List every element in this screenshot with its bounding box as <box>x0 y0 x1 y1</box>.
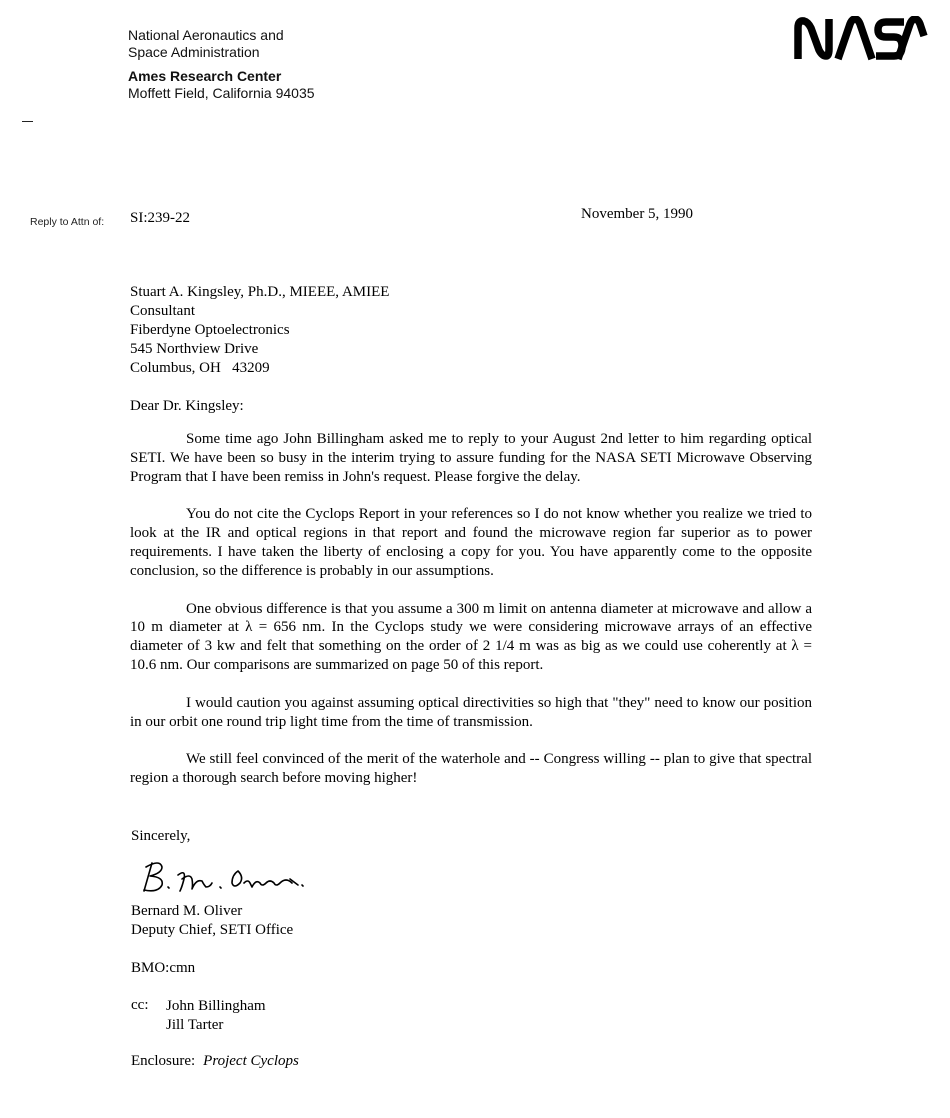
letter-date: November 5, 1990 <box>581 206 694 222</box>
center-name: Ames Research Center <box>128 68 282 84</box>
body-paragraph: One obvious difference is that you assume a 300 m limit on antenna diameter at microwave and allow a 10 m diameter at λ = 656 nm. In the Cyclops study we were considering microwave arrays of an effective diameter of 3 kw and felt that something on the order of 2 1/4 m was as big as we could use coherently at λ = 10.6 nm. Our comparisons are summarized on page 50 of this report. <box>130 600 812 673</box>
enclosure-label: Enclosure: <box>131 1053 196 1069</box>
recipient-street: 545 Northview Drive <box>130 341 259 357</box>
nasa-worm-logo <box>794 16 928 62</box>
typist-initials: BMO:cmn <box>131 960 196 976</box>
cc-recipient: John Billingham <box>166 998 266 1014</box>
body-paragraph: We still feel convinced of the merit of the waterhole and -- Congress willing -- plan to give that spectral region a thorough search before moving higher! <box>130 751 812 787</box>
recipient-company: Fiberdyne Optoelectronics <box>130 322 290 338</box>
salutation: Dear Dr. Kingsley: <box>130 398 244 414</box>
cc-recipient: Jill Tarter <box>166 1017 224 1033</box>
reply-to-label: Reply to Attn of: <box>30 216 105 228</box>
center-location: Moffett Field, California 94035 <box>128 84 315 101</box>
recipient-title: Consultant <box>130 303 196 319</box>
cc-label: cc: <box>131 997 149 1013</box>
body-paragraph: You do not cite the Cyclops Report in your references so I do not know whether you realize we tried to look at the IR and optical regions in that report and found the microwave region far superior as to power requirements. I have taken the liberty of enclosing a copy for you. You have apparently come to the opposite conclusion, so the difference is probably in our assumptions. <box>130 506 812 579</box>
signer-block <box>131 902 293 940</box>
recipient-name: Stuart A. Kingsley, Ph.D., MIEEE, AMIEE <box>130 284 390 300</box>
body-paragraph: Some time ago John Billingham asked me to reply to your August 2nd letter to him regarding optical SETI. We have been so busy in the interim trying to assure funding for the NASA SETI Microwave Observing Program that I have been remiss in John's request. Please forgive the delay. <box>130 431 812 485</box>
body-paragraph: I would caution you against assuming optical directivities so high that "they" need to know our position in our orbit one round trip light time from the time of transmission. <box>130 694 812 730</box>
margin-mark <box>22 121 33 122</box>
signer-title: Deputy Chief, SETI Office <box>131 922 294 938</box>
enclosure-title: Project Cyclops <box>203 1053 299 1069</box>
handwritten-signature <box>138 853 313 897</box>
signer-name: Bernard M. Oliver <box>131 903 243 919</box>
closing: Sincerely, <box>131 828 191 844</box>
recipient-city: Columbus, OH 43209 <box>130 360 270 376</box>
letter-body <box>130 430 812 807</box>
reference-code: SI:239-22 <box>130 210 190 226</box>
letterhead-agency <box>128 27 315 101</box>
agency-name-line2: Space Administration <box>128 43 260 60</box>
enclosure-line <box>131 1053 299 1070</box>
recipient-address <box>130 283 389 378</box>
agency-name-line1: National Aeronautics and <box>128 27 284 43</box>
cc-list <box>166 997 266 1035</box>
